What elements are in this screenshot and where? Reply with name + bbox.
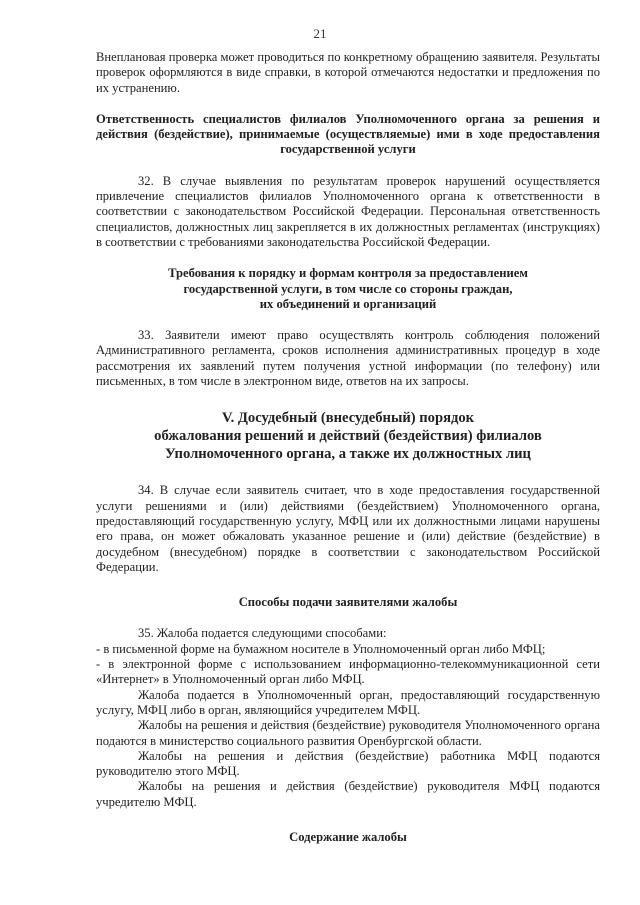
section-title-line: их объединений и организаций	[259, 296, 437, 311]
section-title-line: Требования к порядку и формам контроля за предоставлением	[168, 266, 528, 281]
section-title-submission-methods: Способы подачи заявителями жалобы	[238, 595, 458, 610]
intro-paragraph: Внеплановая проверка может проводиться по конкретному обращению заявителя. Результаты проверок оформляются в виде справки, в которой отмечаются недостатки и предложения по их устранению.	[96, 50, 600, 95]
chapter-title-line: V. Досудебный (внесудебный) порядок	[221, 410, 475, 427]
section-title-control	[96, 266, 600, 312]
paragraph: Жалобы на решения и действия (бездействие) руководителя Уполномоченного органа подаются в министерство социального развития Оренбургской области.	[96, 718, 600, 748]
paragraph: Жалоба подается в Уполномоченный орган, предоставляющий государственную услугу, МФЦ либо в орган, являющийся учредителем МФЦ.	[96, 687, 600, 717]
paragraph-33: 33. Заявители имеют право осуществлять контроль соблюдения положений Административного регламента, сроков исполнения административных процедур в ходе рассмотрения их заявлений путем получения устной информации (по телефону) или письменных, в том числе в электронном виде, ответов на их запросы.	[96, 328, 600, 389]
list-item: - в электронной форме с использованием информационно-телекоммуникационной сети «Интернет» в Уполномоченный орган либо МФЦ.	[96, 657, 600, 687]
section-title-complaint-content: Содержание жалобы	[289, 829, 407, 844]
document-body	[96, 50, 600, 845]
page-number: 21	[313, 26, 327, 41]
paragraph: Жалобы на решения и действия (бездействие) руководителя МФЦ подаются учредителю МФЦ.	[96, 779, 600, 809]
paragraph-34: 34. В случае если заявитель считает, что в ходе предоставления государственной услуги решениями и (или) действиями (бездействием) Уполномоченного органа, предоставляющий государственную услугу, МФЦ или их должностными лицами нарушены его права, он может обжаловать указанное решение и (или) действие (бездействие) в досудебном (внесудебном) порядке в соответствии с законодательством Российской Федерации.	[96, 483, 600, 574]
chapter-title-line: Уполномоченного органа, а также их должностных лиц	[165, 446, 531, 463]
section-title-responsibility: Ответственность специалистов филиалов Уполномоченного органа за решения и действия (бездействие), принимаемые (осуществляемые) ими в ходе предоставления государственной услуги	[96, 111, 600, 157]
chapter-title-line: обжалования решений и действий (бездействия) филиалов	[154, 428, 542, 445]
chapter-title-appeal	[96, 409, 600, 463]
paragraph: Жалобы на решения и действия (бездействие) работника МФЦ подаются руководителю этого МФЦ.	[96, 748, 600, 779]
paragraph-35: 35. Жалоба подается следующими способами:	[138, 626, 387, 641]
paragraph-32: 32. В случае выявления по результатам проверок нарушений осуществляется привлечение специалистов филиалов Уполномоченного органа к ответственности в соответствии с законодательством Российской Федерации. Персональная ответственность специалистов, должностных лиц закрепляется в их должностных регламентах (инструкциях) в соответствии с требованиями законодательства Российской Федерации.	[96, 173, 600, 249]
section-title-line: государственной услуги, в том числе со стороны граждан,	[183, 281, 513, 296]
list-item: - в письменной форме на бумажном носителе в Уполномоченный орган либо МФЦ;	[96, 641, 546, 656]
